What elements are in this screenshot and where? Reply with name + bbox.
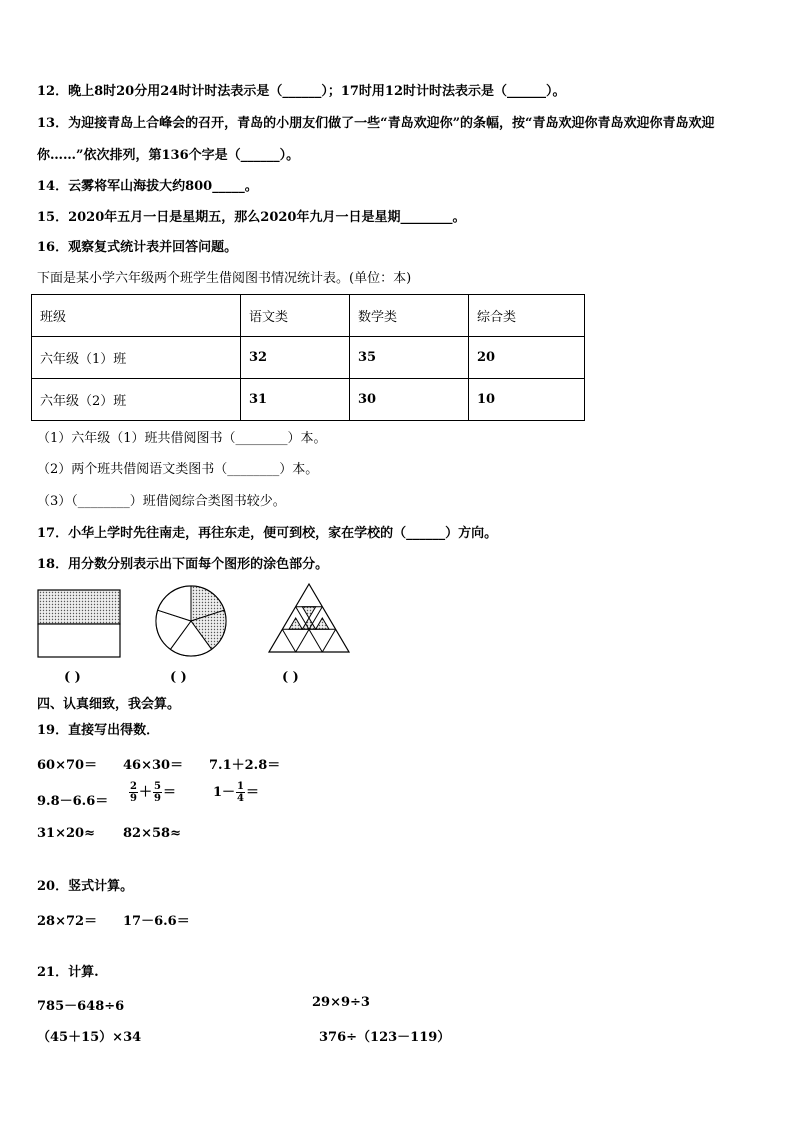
expr-376div-123-119: 376÷（123－119）	[319, 1030, 451, 1045]
question-16: 16．观察复式统计表并回答问题。	[37, 240, 238, 255]
expr-prefix: 1－	[213, 785, 236, 800]
header-math: 数学类	[350, 295, 469, 337]
expr-82x58: 82×58≈	[123, 826, 181, 841]
row-chinese-value: 32	[241, 337, 350, 379]
expr-7.1+2.8: 7.1＋2.8＝	[209, 758, 281, 773]
question-13-line2: 你……”依次排列，第136个字是（______）。	[37, 148, 300, 163]
question-13-line1: 13．为迎接青岛上合峰会的召开，青岛的小朋友们做了一些“青岛欢迎你”的条幅，按“青岛欢迎你青岛欢迎你青岛欢迎	[37, 116, 715, 131]
answer-paren-2: ( )	[170, 670, 187, 685]
header-class: 班级	[32, 295, 241, 337]
answer-paren-3: ( )	[282, 670, 299, 685]
expr-785-648div6: 785－648÷6	[37, 999, 125, 1014]
rectangle-figure	[36, 588, 122, 660]
header-chinese: 语文类	[241, 295, 350, 337]
operator: ＋	[138, 785, 152, 800]
expr-31x20: 31×20≈	[37, 826, 95, 841]
equals: ＝	[162, 785, 176, 800]
question-15: 15．2020年五月一日是星期五，那么2020年九月一日是星期________。	[37, 210, 466, 225]
fraction	[153, 781, 162, 804]
expr-17-6.6: 17－6.6＝	[123, 914, 190, 929]
question-21: 21．计算.	[37, 965, 99, 980]
row-general-value: 10	[469, 379, 585, 421]
table-header-row	[32, 295, 585, 337]
question-19: 19．直接写出得数．	[37, 723, 160, 738]
expr-46x30: 46×30＝	[123, 758, 184, 773]
circle-figure	[153, 583, 229, 659]
borrowing-stats-table	[31, 294, 585, 421]
row-general-value: 20	[469, 337, 585, 379]
expr-fraction-sum	[128, 781, 176, 804]
table-row	[32, 379, 585, 421]
question-14: 14．云雾将军山海拔大约800_____。	[37, 179, 258, 194]
expr-29x9div3: 29×9÷3	[312, 995, 370, 1010]
header-general: 综合类	[469, 295, 585, 337]
question-12: 12．晚上8时20分用24时计时法表示是（______）；17时用12时计时法表示是（______）。	[37, 84, 566, 99]
question-16-part2: （2）两个班共借阅语文类图书（________）本。	[37, 462, 319, 477]
question-16-part1: （1）六年级（1）班共借阅图书（________）本。	[37, 431, 327, 446]
expr-60x70: 60×70＝	[37, 758, 98, 773]
row-class-name: 六年级（2）班	[32, 379, 241, 421]
denominator: 9	[153, 793, 161, 804]
numerator: 1	[237, 781, 245, 792]
row-chinese-value: 31	[241, 379, 350, 421]
table-caption: 下面是某小学六年级两个班学生借阅图书情况统计表。(单位：本)	[37, 271, 412, 286]
equals: ＝	[246, 785, 260, 800]
triangle-figure	[267, 582, 351, 656]
section-4-heading: 四、认真细致，我会算。	[37, 697, 181, 712]
expr-9.8-6.6: 9.8－6.6＝	[37, 794, 109, 809]
question-20: 20．竖式计算。	[37, 879, 134, 894]
fraction	[129, 781, 138, 804]
denominator: 9	[130, 793, 137, 804]
question-18: 18．用分数分别表示出下面每个图形的涂色部分。	[37, 557, 329, 572]
numerator: 5	[153, 781, 161, 792]
row-class-name: 六年级（1）班	[32, 337, 241, 379]
expr-1-minus-quarter	[213, 781, 259, 804]
expr-28x72: 28×72＝	[37, 914, 98, 929]
question-17: 17．小华上学时先往南走，再往东走，便可到校，家在学校的（______）方向。	[37, 526, 498, 541]
row-math-value: 30	[350, 379, 469, 421]
question-16-part3: （3）（________）班借阅综合类图书较少。	[37, 494, 286, 509]
table-row	[32, 337, 585, 379]
denominator: 4	[237, 793, 245, 804]
answer-paren-1: ( )	[64, 670, 81, 685]
row-math-value: 35	[350, 337, 469, 379]
numerator: 2	[130, 781, 137, 792]
expr-45+15x34: （45＋15）×34	[37, 1030, 142, 1045]
fraction	[236, 781, 245, 804]
